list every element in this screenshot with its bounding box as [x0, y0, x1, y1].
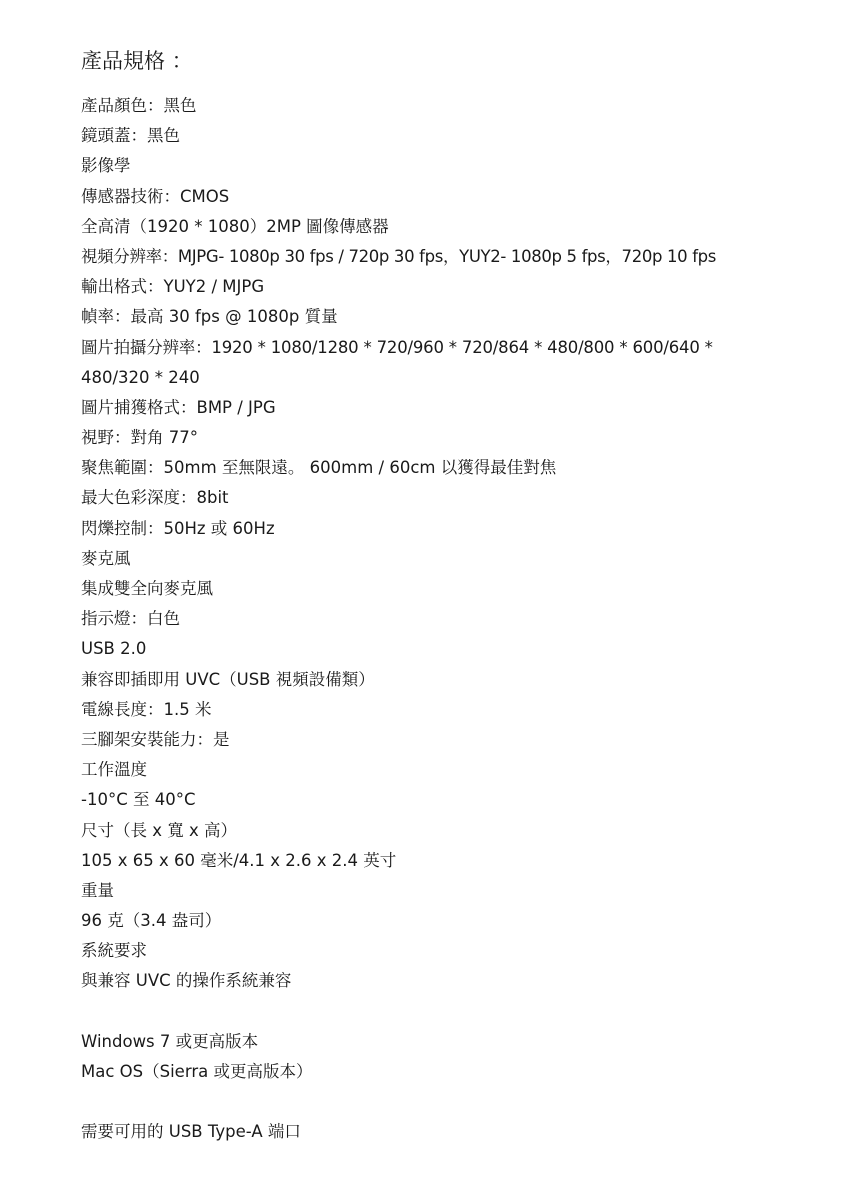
spec-video-resolution: 視頻分辨率：MJPG- 1080p 30 fps / 720p 30 fps，YUY2- 1080p 5 fps，720p 10 fps — [81, 246, 717, 266]
spec-list — [81, 91, 781, 1148]
spec-macos: Mac OS（Sierra 或更高版本） — [81, 1062, 313, 1081]
spec-lens-cap: 鏡頭蓋：黑色 — [81, 126, 180, 146]
spec-microphone: 集成雙全向麥克風 — [81, 579, 213, 598]
spec-frame-rate: 幀率：最高 30 fps @ 1080p 質量 — [81, 307, 338, 327]
section-operating-temp: 工作溫度 — [81, 760, 147, 780]
section-dimensions: 尺寸（長 x 寬 x 高） — [81, 820, 238, 840]
spec-color: 產品顏色：黑色 — [81, 96, 197, 115]
spec-usb-port: 需要可用的 USB Type-A 端口 — [81, 1122, 301, 1142]
spec-photo-resolution-cont: 480/320 * 240 — [81, 367, 200, 387]
spec-sensor: 全高清（1920 * 1080）2MP 圖像傳感器 — [81, 216, 389, 236]
spec-dimensions: 105 x 65 x 60 毫米/4.1 x 2.6 x 2.4 英寸 — [81, 850, 397, 870]
spec-output-format: 輸出格式：YUY2 / MJPG — [81, 277, 265, 297]
spec-color-depth: 最大色彩深度：8bit — [81, 488, 229, 508]
spec-windows: Windows 7 或更高版本 — [81, 1031, 259, 1051]
blank-line — [81, 997, 781, 1027]
spec-photo-resolution: 圖片拍攝分辨率：1920 * 1080/1280 * 720/960 * 720/864 * 480/800 * 600/640 * — [81, 337, 713, 357]
spec-photo-format: 圖片捕獲格式：BMP / JPG — [81, 397, 276, 417]
spec-indicator-light: 指示燈：白色 — [81, 609, 180, 629]
section-imaging: 影像學 — [81, 156, 131, 176]
section-system-requirements: 系統要求 — [81, 941, 147, 961]
section-weight: 重量 — [81, 880, 114, 900]
section-usb: USB 2.0 — [81, 639, 147, 659]
spec-focus-range: 聚焦範圍：50mm 至無限遠。 600mm / 60cm 以獲得最佳對焦 — [81, 458, 557, 478]
spec-uvc: 兼容即插即用 UVC（USB 視頻設備類） — [81, 669, 375, 689]
spec-flicker-control: 閃爍控制：50Hz 或 60Hz — [81, 518, 275, 538]
section-microphone: 麥克風 — [81, 548, 131, 568]
spec-operating-temp: -10°C 至 40°C — [81, 790, 196, 810]
spec-os-compat: 與兼容 UVC 的操作系統兼容 — [81, 971, 292, 991]
spec-weight: 96 克（3.4 盎司） — [81, 911, 222, 931]
spec-cable-length: 電線長度：1.5 米 — [81, 699, 212, 719]
spec-sensor-tech: 傳感器技術：CMOS — [81, 186, 230, 206]
spec-tripod: 三腳架安裝能力：是 — [81, 729, 230, 749]
page-title: 產品規格 ： — [81, 49, 193, 73]
spec-field-of-view: 視野：對角 77° — [81, 428, 198, 448]
blank-line — [81, 1087, 781, 1117]
